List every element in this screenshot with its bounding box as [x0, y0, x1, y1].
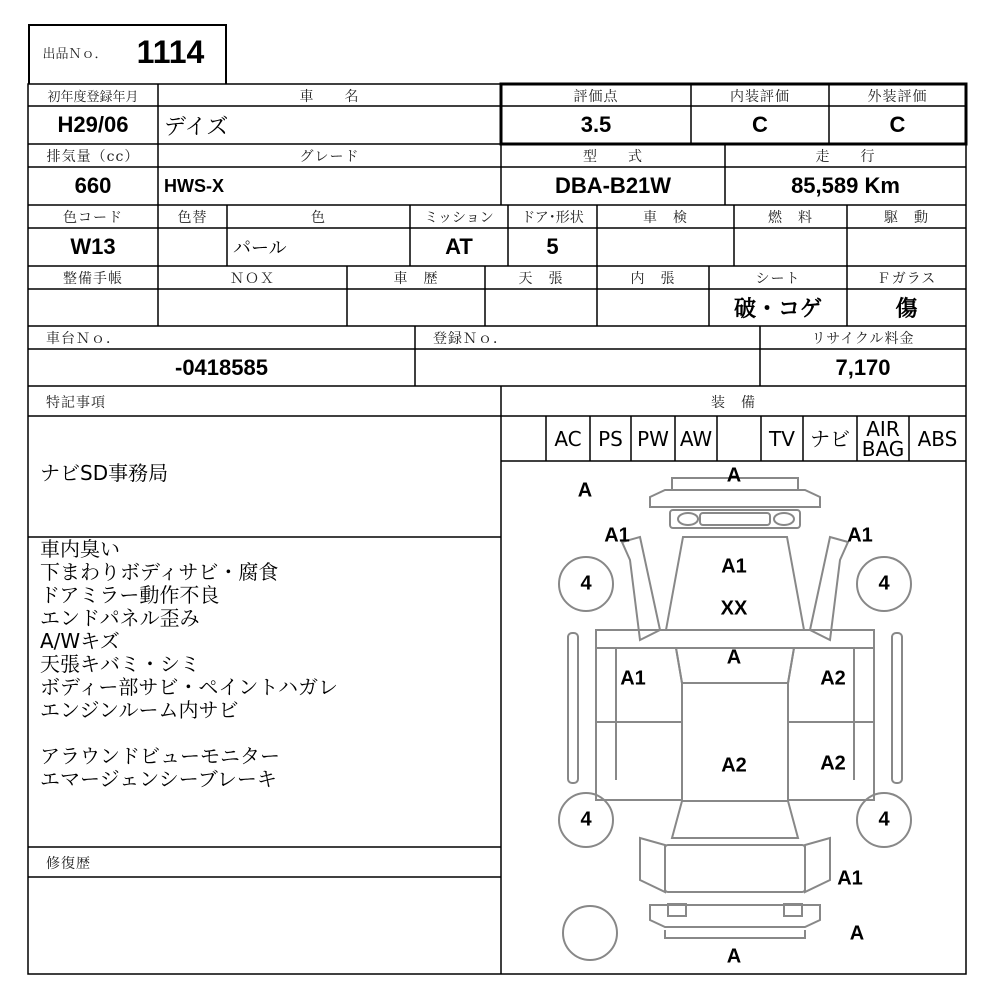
maint-value: [28, 289, 158, 326]
mission-label: ミッション: [424, 210, 494, 226]
note-line: 下まわりボディサビ・腐食: [40, 560, 279, 584]
score-label: 評価点: [573, 88, 619, 105]
drive-label: 駆 動: [884, 210, 929, 226]
recycle-label: リサイクル料金: [811, 331, 915, 347]
interior-label: 内装評価: [730, 88, 790, 105]
equip-cell-blank: [501, 416, 546, 461]
exterior-value: C: [889, 112, 906, 137]
car-name-label: 車 名: [299, 88, 360, 105]
fuel-value: [734, 228, 847, 266]
chassis-value: -0418585: [175, 354, 268, 380]
recolor-label: 色替: [177, 210, 208, 226]
glass-label: Ｆガラス: [876, 271, 937, 287]
history-label: 車 歴: [393, 271, 439, 287]
displacement-value: 660: [74, 173, 112, 198]
note-line: アラウンドビューモニター: [40, 744, 280, 768]
notes-label: 特記事項: [46, 394, 106, 411]
damage-hood-1: A1: [721, 555, 747, 578]
door-label: ドア･形状: [521, 210, 584, 226]
damage-windshield: A: [726, 646, 742, 669]
reg-value: [415, 349, 760, 386]
color-code-value: W13: [70, 234, 116, 259]
maint-label: 整備手帳: [63, 271, 123, 287]
damage-hood-2: XX: [720, 597, 748, 620]
history-value: [347, 289, 485, 326]
first-reg-label: 初年度登録年月: [47, 90, 139, 105]
fuel-label: 燃 料: [768, 210, 813, 226]
interior-value: C: [752, 112, 768, 137]
seat-value: 破・コゲ: [733, 297, 822, 322]
note-line: 天張キバミ・シミ: [40, 652, 200, 676]
car-name-value: デイズ: [164, 114, 229, 140]
repair-value: [28, 877, 501, 974]
equip-abs: ABS: [917, 426, 958, 451]
equip-aw: AW: [679, 426, 713, 451]
grade-label: グレード: [299, 149, 360, 165]
roof-value: [485, 289, 597, 326]
equip-cell-blank: [717, 416, 761, 461]
interior-trim-label: 内 張: [630, 271, 676, 287]
damage-door-right-rear: A2: [820, 752, 846, 775]
recolor-value: [158, 228, 227, 266]
note-line: A/Wキズ: [40, 629, 120, 653]
nox-label: ＮＯＸ: [230, 271, 275, 287]
equip-pw: PW: [637, 426, 669, 451]
equip-tv: TV: [769, 426, 795, 451]
score-value: 3.5: [580, 112, 612, 137]
equip-ps: PS: [598, 426, 623, 451]
roof-label: 天 張: [518, 271, 564, 287]
tire-front-right: 4: [878, 572, 890, 595]
notes-top: ナビSD事務局: [40, 461, 169, 485]
interior-trim-value: [597, 289, 709, 326]
mileage-value: 85,589 Km: [791, 173, 900, 198]
inspection-label: 車 検: [643, 210, 688, 226]
damage-fender-left: A1: [604, 524, 630, 547]
color-label: 色: [311, 210, 326, 226]
chassis-label: 車台Ｎｏ．: [46, 331, 121, 347]
damage-door-left-front: A1: [620, 667, 646, 690]
tire-front-left: 4: [580, 572, 592, 595]
damage-rear-right-quarter: A1: [837, 867, 863, 890]
nox-value: [158, 289, 347, 326]
repair-label: 修復歴: [46, 855, 91, 872]
reg-label: 登録Ｎｏ．: [433, 331, 508, 347]
damage-door-right-front: A2: [820, 667, 846, 690]
recycle-value: 7,170: [835, 354, 891, 380]
damage-front-left: A: [577, 479, 593, 502]
equip-ac: AC: [554, 426, 582, 451]
damage-front-bumper: A: [726, 464, 742, 487]
first-reg-value: H29/06: [57, 112, 129, 137]
seat-label: シート: [755, 271, 801, 287]
equip-navi: ナビ: [810, 426, 850, 451]
note-line: 車内臭い: [40, 537, 120, 561]
equip-airbag: AIR BAG: [861, 416, 905, 461]
mission-value: AT: [445, 234, 473, 259]
drive-value: [847, 228, 966, 266]
equipment-label: 装 備: [711, 394, 756, 411]
damage-rear-right-corner: A: [849, 922, 865, 945]
note-line: エンドパネル歪み: [40, 606, 200, 630]
damage-fender-right: A1: [847, 524, 873, 547]
color-code-label: 色コード: [63, 210, 123, 226]
displacement-label: 排気量（cc）: [46, 149, 140, 165]
model-value: DBA-B21W: [554, 173, 672, 198]
exterior-label: 外装評価: [867, 88, 928, 105]
note-line: エンジンルーム内サビ: [40, 698, 239, 722]
damage-rear-bumper: A: [726, 945, 742, 968]
mileage-label: 走 行: [815, 149, 876, 165]
model-label: 型 式: [583, 149, 643, 165]
lot-number: 1114: [136, 33, 205, 70]
note-line: ボディー部サビ・ペイントハガレ: [40, 675, 338, 699]
color-value: パール: [233, 238, 287, 259]
inspection-value: [597, 228, 734, 266]
grade-value: HWS-X: [164, 175, 224, 196]
note-line: エマージェンシーブレーキ: [40, 767, 277, 791]
tire-rear-left: 4: [580, 808, 592, 831]
note-line: ドアミラー動作不良: [40, 583, 220, 607]
damage-roof: A2: [721, 754, 747, 777]
door-value: 5: [546, 234, 559, 259]
tire-rear-right: 4: [878, 808, 890, 831]
glass-value: 傷: [895, 297, 918, 322]
lot-label: 出品Ｎｏ．: [42, 46, 108, 62]
